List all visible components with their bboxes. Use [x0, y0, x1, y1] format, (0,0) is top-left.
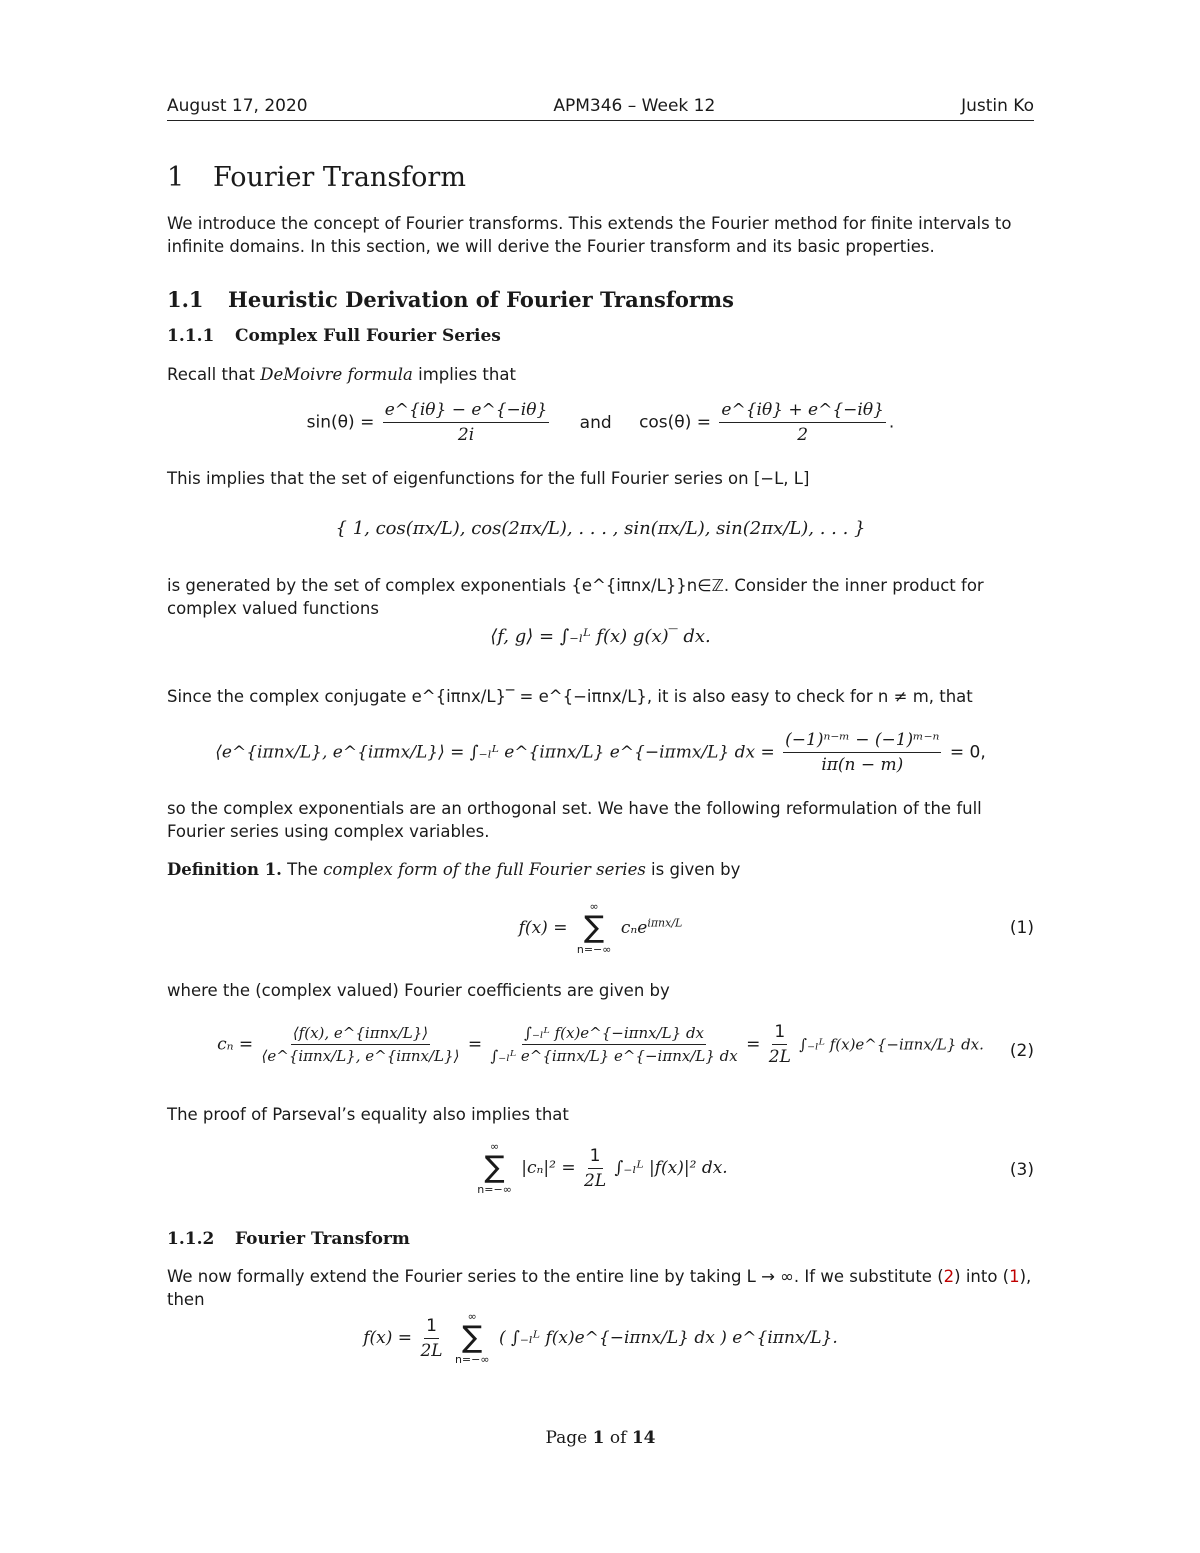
- equation-3: ∞ ∑ n=−∞ |cₙ|² = $\frac{1}{2L}$ ∫₋ₗᴸ |f(x)|² dx.: [477, 1140, 728, 1196]
- subsubsection-title: Complex Full Fourier Series: [235, 326, 501, 346]
- extend-paragraph: We now formally extend the Fourier series to the entire line by taking L → ∞. If we substitute (2) into (1), then: [167, 1267, 1032, 1309]
- conjugate-paragraph: Since the complex conjugate e^{iπnx/L}‾ = e^{−iπnx/L}, it is also easy to check for n ≠ m, that: [167, 687, 973, 706]
- page-total: 14: [631, 1428, 656, 1448]
- page-number: 1: [592, 1428, 605, 1448]
- page-header: [167, 96, 1034, 118]
- definition-label: Definition 1.: [167, 860, 282, 879]
- equation-orthogonality: ⟨e^{iπnx/L}, e^{iπmx/L}⟩ = ∫₋ₗᴸ e^{iπnx/L} e^{−iπmx/L} dx = $\frac{\text{(−1)ⁿ⁻ᵐ − (−1)ᵐ⁻ⁿ}}{i\pi(n - m)}$ = 0,: [215, 730, 986, 775]
- section-heading: [167, 162, 466, 193]
- document-page: [167, 0, 1034, 1553]
- equation-link-2[interactable]: 2: [943, 1267, 955, 1286]
- header-date: August 17, 2020: [167, 96, 308, 116]
- intro-paragraph: We introduce the concept of Fourier transforms. This extends the Fourier method for finite intervals to infinite domains. In this section, we will derive the Fourier transform and its basic properties.: [167, 214, 1012, 256]
- header-rule: [167, 120, 1034, 121]
- subsection-heading: [167, 287, 734, 312]
- subsubsection-heading: [167, 1229, 410, 1249]
- summation-symbol: ∞ ∑ n=−∞: [454, 1310, 490, 1366]
- header-author: Justin Ko: [961, 96, 1034, 116]
- subsection-title: Heuristic Derivation of Fourier Transforms: [228, 287, 734, 312]
- eigen-paragraph: This implies that the set of eigenfunctions for the full Fourier series on [−L, L]: [167, 469, 810, 488]
- subsubsection-title: Fourier Transform: [235, 1229, 410, 1249]
- summation-symbol: ∞ ∑ n=−∞: [477, 1140, 512, 1196]
- equation-link-1[interactable]: 1: [1009, 1267, 1020, 1286]
- parseval-paragraph: The proof of Parseval’s equality also implies that: [167, 1105, 569, 1124]
- orthogonal-paragraph: so the complex exponentials are an orthogonal set. We have the following reformulation of the full Fourier series using complex variables.: [167, 799, 982, 841]
- section-number: 1: [167, 162, 185, 193]
- equation-substituted: f(x) = $\frac{1}{2L}$ ∞ ∑ n=−∞ ( ∫₋ₗᴸ f(x)e^{−iπnx/L} dx ) e^{iπnx/L}.: [363, 1310, 838, 1366]
- page-footer: Page 1 of 14: [545, 1428, 656, 1448]
- definition-paragraph: Definition 1. The complex form of the full Fourier series is given by: [167, 860, 741, 879]
- subsubsection-number: 1.1.2: [167, 1229, 215, 1249]
- subsubsection-number: 1.1.1: [167, 326, 215, 346]
- generated-paragraph: is generated by the set of complex exponentials {e^{iπnx/L}}n∈ℤ. Consider the inner product for complex valued functions: [167, 576, 984, 618]
- equation-number-3: (3): [1009, 1160, 1034, 1180]
- equation-number-2: (2): [1009, 1041, 1034, 1061]
- subsubsection-heading: [167, 326, 501, 346]
- recall-paragraph: Recall that DeMoivre formula implies that: [167, 365, 516, 384]
- coefficient-paragraph: where the (complex valued) Fourier coefficients are given by: [167, 981, 670, 1000]
- equation-eigenfunction-set: { 1, cos(πx/L), cos(2πx/L), . . . , sin(πx/L), sin(2πx/L), . . . }: [335, 518, 866, 539]
- summation-symbol: ∞ ∑ n=−∞: [576, 900, 612, 956]
- section-title: Fourier Transform: [213, 162, 466, 193]
- subsection-number: 1.1: [167, 287, 204, 312]
- header-course: APM346 – Week 12: [553, 96, 716, 116]
- equation-1: f(x) = ∞ ∑ n=−∞ cₙe$^{i\pi nx/L}$: [518, 900, 683, 956]
- equation-demoivre: sin(θ) = $\frac{e\^{}\{i\theta\} - e\^{}\{-i\theta\}}{2i}$ and cos(θ) = $\frac{e\^{}\{i\theta\} + e\^{}\{-i\theta\}}{2}$ .: [306, 400, 895, 445]
- equation-inner-product: ⟨f, g⟩ = ∫₋ₗᴸ f(x) g(x)‾ dx.: [490, 626, 711, 647]
- equation-2: cₙ = $\frac{\text{⟨f(x), e\textasciicircum{}\{iπnx/L\}⟩}}{\text{⟨e\textasciicircum{}\{iπnx/L\}, e\textasciicircum{}\{iπnx/L\}⟩}}$ = $\frac{\text{∫₋ₗᴸ f(x)e\textasciicircum{}\{−iπnx/L\} dx}}{\text{∫₋ₗᴸ e\textasciicircum{}\{iπnx/L\} e\textasciicircum{}\{−iπnx/L\} dx}}$ = $\frac{1}{2L}$ ∫₋ₗᴸ f(x)e^{−iπnx/L} dx.: [217, 1022, 984, 1067]
- emphasis: DeMoivre formula: [260, 365, 413, 384]
- equation-number-1: (1): [1009, 918, 1034, 938]
